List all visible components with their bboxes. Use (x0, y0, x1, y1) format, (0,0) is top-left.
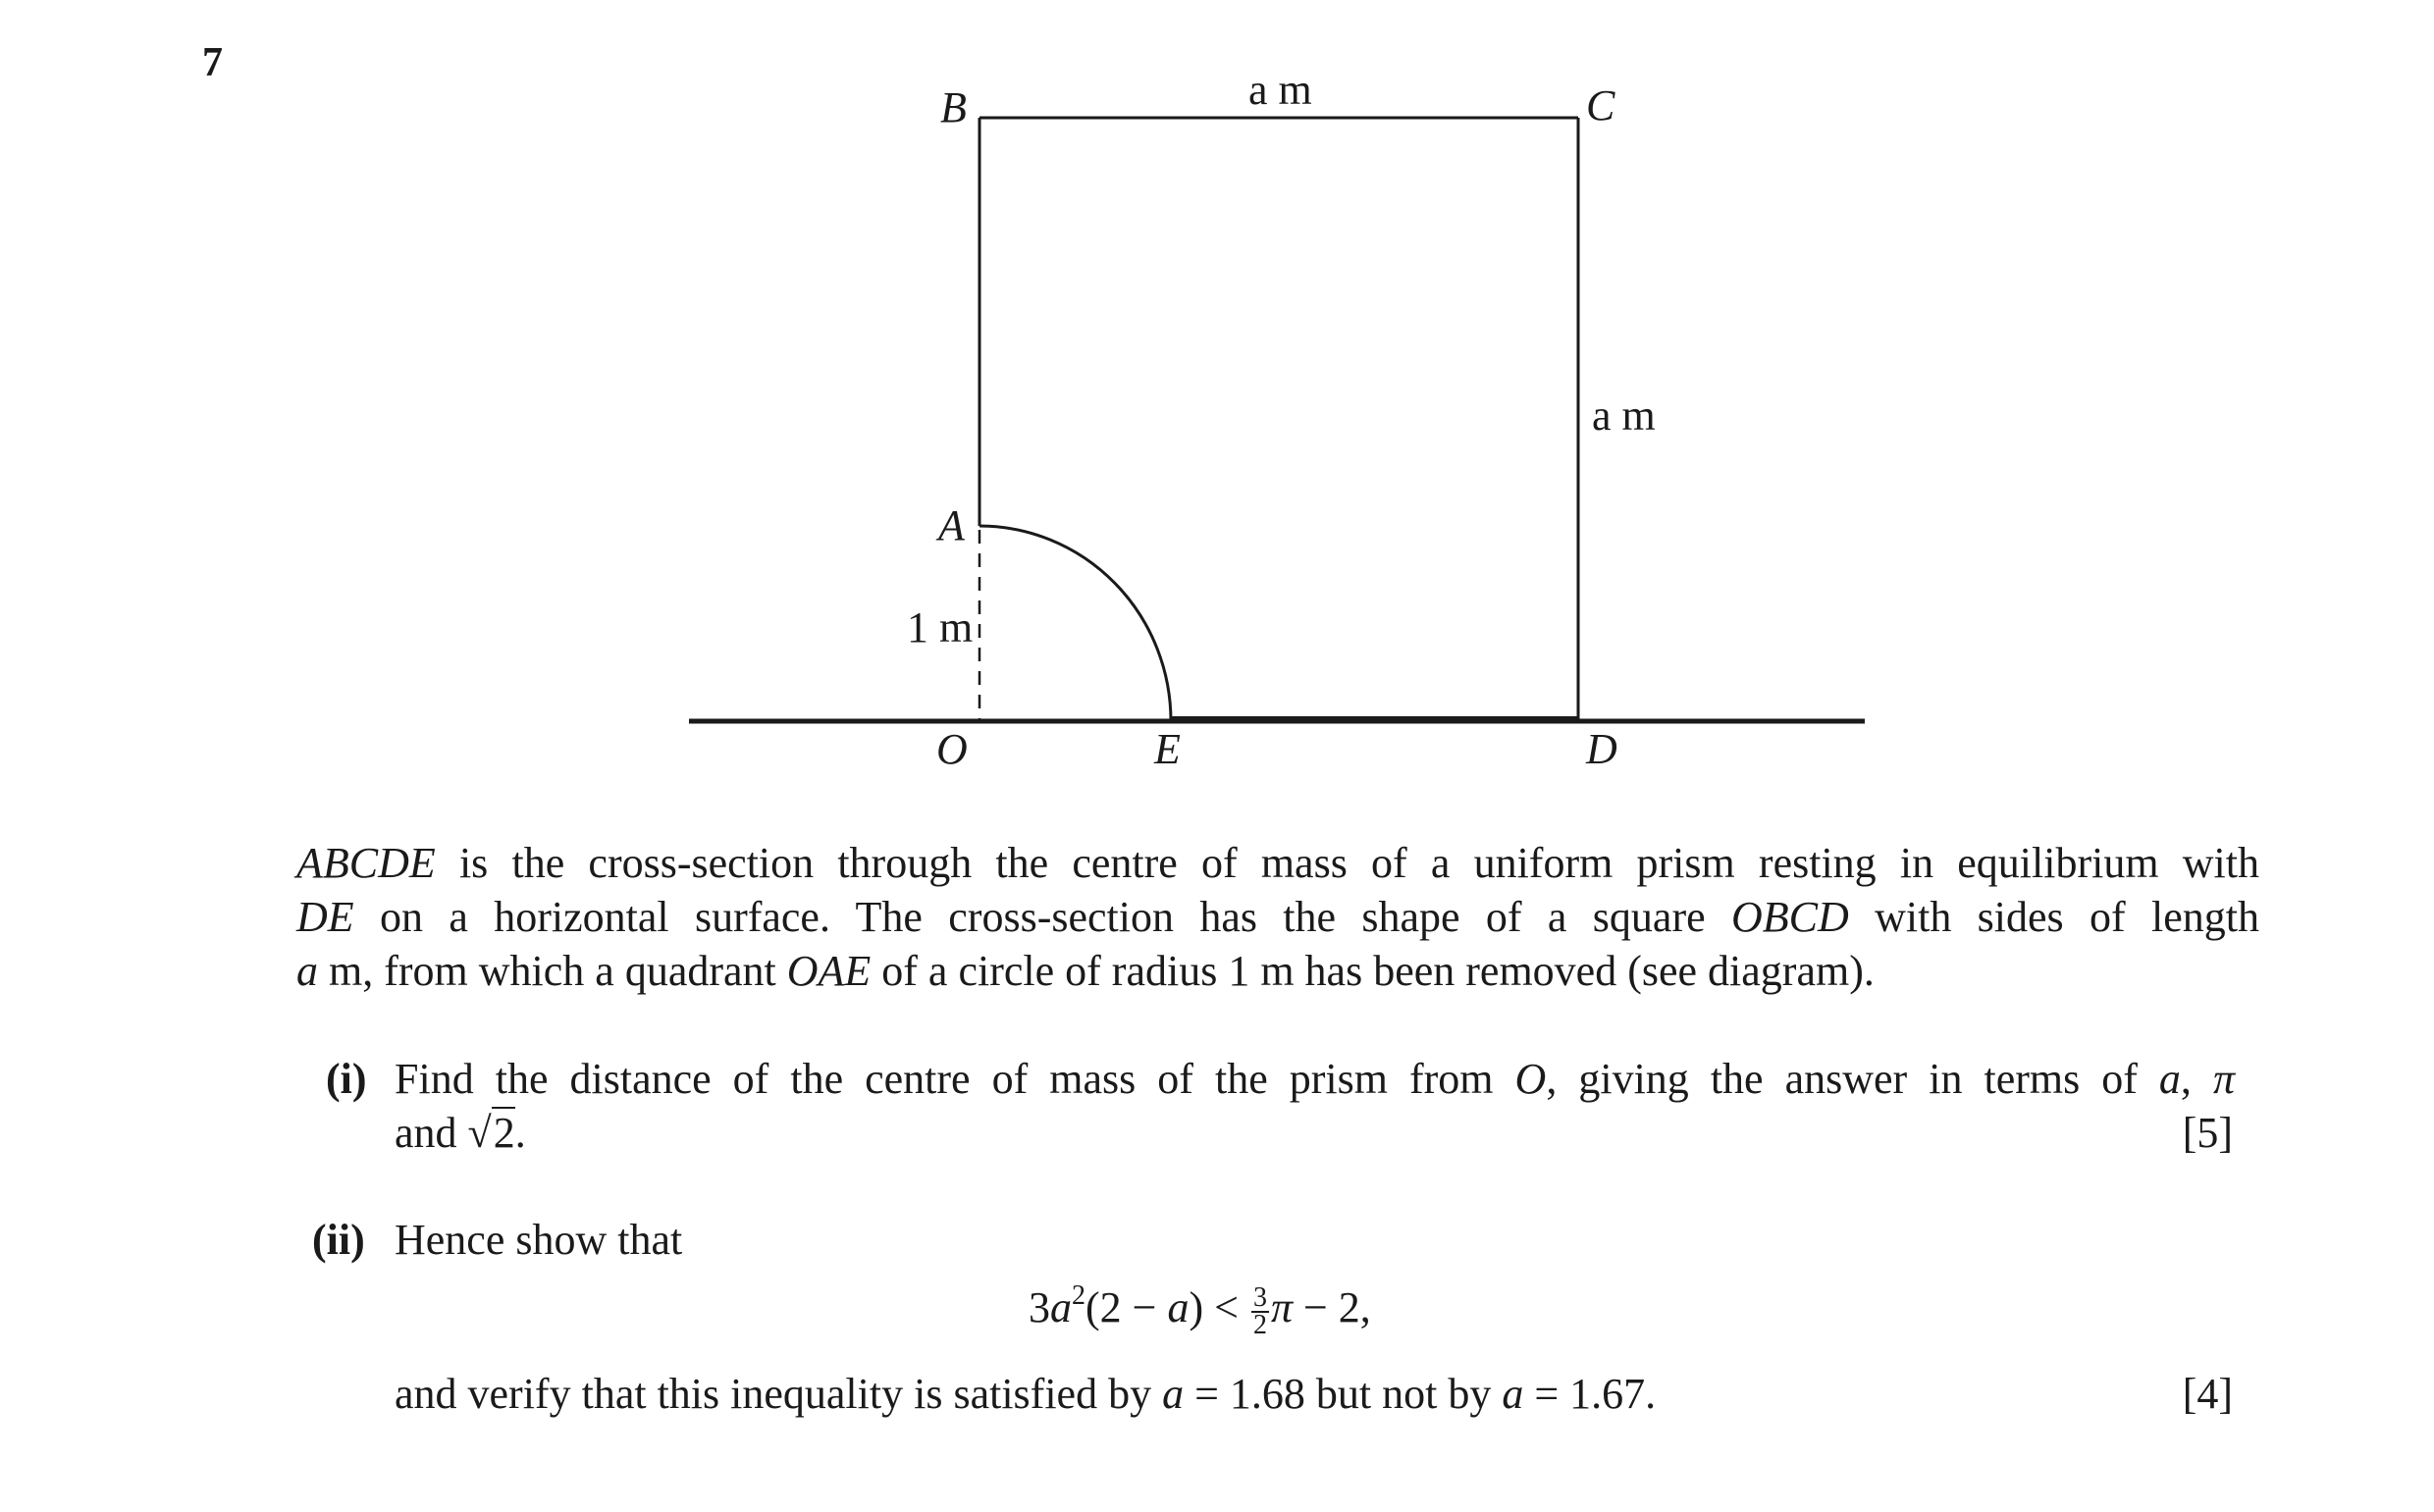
label-radius-length: 1 m (907, 603, 974, 652)
part-i-line-1: Find the distance of the centre of mass of the prism from O, giving the answer in terms of a, π (395, 1055, 2235, 1103)
part-ii-intro: Hence show that (395, 1216, 683, 1264)
label-B: B (940, 83, 967, 131)
question-intro (296, 836, 2259, 998)
part-ii-label: (ii) (312, 1216, 365, 1264)
label-O: O (936, 725, 968, 773)
intro-line-3: a m, from which a quadrant OAE of a circle of radius 1 m has been removed (see diagram). (296, 947, 1875, 995)
part-ii-marks: [4] (2182, 1370, 2233, 1418)
quadrant-arc-AE (979, 526, 1171, 721)
question-number: 7 (202, 40, 223, 85)
label-top-side-length: a m (1248, 66, 1312, 114)
part-i-marks: [5] (2182, 1109, 2233, 1157)
label-E: E (1154, 725, 1181, 773)
sqrt-2: √2 (467, 1109, 515, 1157)
part-i-line-2: and √2. (395, 1109, 526, 1157)
fraction-three-halves: $\frac{3}{2}$ (1252, 1281, 1267, 1340)
intro-line-2: DE on a horizontal surface. The cross-section has the shape of a square OBCD with sides of length (296, 893, 2259, 941)
part-ii-verify: and verify that this inequality is satisfied by a = 1.68 but not by a = 1.67. (395, 1370, 1657, 1418)
part-i-label: (i) (326, 1055, 367, 1103)
label-C: C (1586, 81, 1615, 130)
intro-line-1: ABCDE is the cross-section through the centre of mass of a uniform prism resting in equilibrium with (296, 839, 2259, 887)
label-D: D (1586, 725, 1617, 773)
part-ii-inequality: $3a^2(2 - a)$ < $\frac{3}{2}$ π − 2, (1029, 1280, 1371, 1340)
label-right-side-length: a m (1592, 391, 1656, 440)
label-A: A (938, 501, 965, 549)
